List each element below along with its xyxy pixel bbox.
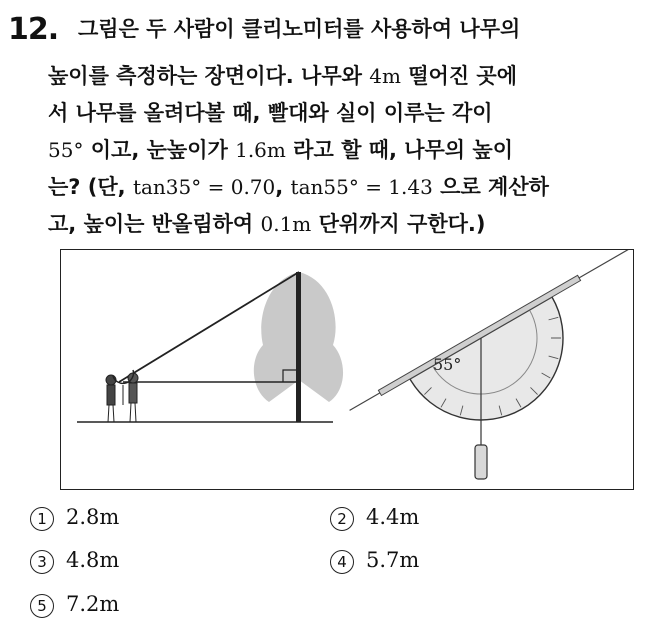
math-expression: tan55° = 1.43 [290, 175, 433, 199]
plumb-weight [475, 445, 487, 479]
answer-choice[interactable] [30, 505, 119, 531]
question-text-segment: 는? (단, [48, 175, 133, 199]
choice-marker: 1 [30, 507, 54, 531]
question-text-segment: 이고, 눈높이가 [83, 138, 236, 162]
question-number: 12. [8, 12, 59, 47]
question-line [48, 171, 549, 201]
choice-marker: 2 [330, 507, 354, 531]
protractor-angle-label: 55° [433, 355, 462, 374]
figure-box [60, 249, 634, 490]
question-text-segment: 높이를 측정하는 장면이다. 나무와 [48, 64, 370, 88]
math-expression: tan35° = 0.70 [132, 175, 276, 199]
tree-trunk [296, 272, 301, 422]
choice-marker: 4 [330, 550, 354, 574]
choice-text: 4.4m [366, 505, 420, 529]
math-expression: 0.1m [260, 212, 312, 236]
answer-choice[interactable] [30, 592, 119, 618]
question-text-segment: 라고 할 때, 나무의 높이 [285, 138, 513, 162]
question-line [78, 13, 520, 43]
question-line [48, 60, 517, 90]
person-observer [106, 375, 116, 422]
math-expression: 1.6m [235, 138, 286, 162]
question-text-segment: 그림은 두 사람이 클리노미터를 사용하여 나무의 [78, 17, 521, 41]
choice-text: 2.8m [66, 505, 120, 529]
choice-text: 4.8m [66, 548, 120, 572]
math-expression: 4m [369, 64, 401, 88]
question-text-segment: 떨어진 곳에 [400, 64, 517, 88]
question-text-segment: 단위까지 구한다.) [311, 212, 486, 236]
answer-choice[interactable] [330, 505, 419, 531]
question-line [48, 134, 513, 164]
clinometer-figure [61, 250, 635, 491]
question-line [48, 208, 485, 238]
question-line [48, 97, 493, 127]
math-expression: 55° [48, 138, 84, 162]
question-text-segment: 서 나무를 올려다볼 때, 빨대와 실이 이루는 각이 [48, 101, 493, 125]
protractor-detail [348, 250, 635, 484]
choice-marker: 3 [30, 550, 54, 574]
choice-marker: 5 [30, 594, 54, 618]
answer-choice[interactable] [30, 548, 119, 574]
choice-text: 5.7m [366, 548, 420, 572]
question-text-segment: , [275, 175, 291, 199]
answer-choice[interactable] [330, 548, 419, 574]
question-text-segment: 으로 계산하 [432, 175, 549, 199]
question-text-segment: 고, 높이는 반올림하여 [48, 212, 261, 236]
choice-text: 7.2m [66, 592, 120, 616]
